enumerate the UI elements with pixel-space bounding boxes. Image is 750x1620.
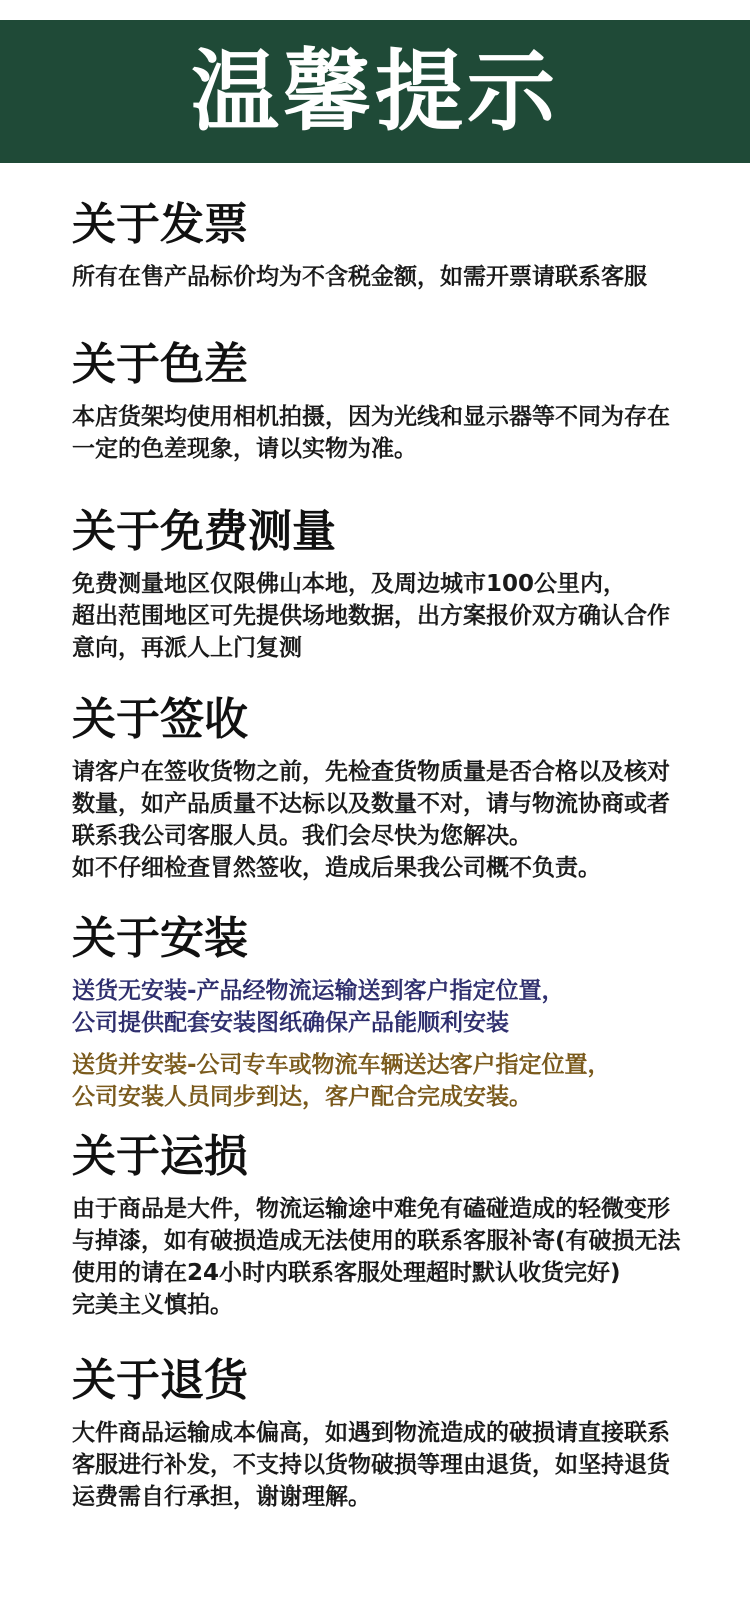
with-install-line: 送货并安装-公司专车或物流车辆送达客户指定位置， <box>72 1051 611 1078</box>
body-line: 数量，如产品质量不达标以及数量不对，请与物流协商或者 <box>72 790 670 817</box>
section-color-difference <box>72 340 728 465</box>
body-line: 如不仔细检查冒然签收，造成后果我公司概不负责。 <box>72 854 601 881</box>
no-install-line: 送货无安装-产品经物流运输送到客户指定位置， <box>72 977 565 1004</box>
section-installation <box>72 914 728 1113</box>
section-body <box>72 1417 728 1513</box>
body-line: 超出范围地区可先提供场地数据，出方案报价双方确认合作 <box>72 602 670 629</box>
section-title: 关于安装 <box>72 913 248 964</box>
body-line: 客服进行补发，不支持以货物破损等理由退货，如坚持退货 <box>72 1451 670 1478</box>
section-title: 关于退货 <box>72 1355 248 1406</box>
section-sign-for <box>72 695 728 884</box>
section-body <box>72 261 728 293</box>
body-line: 完美主义慎拍。 <box>72 1291 233 1318</box>
top-margin <box>0 0 750 20</box>
section-returns <box>72 1356 728 1513</box>
section-title: 关于签收 <box>72 694 248 745</box>
page-title: 温馨提示 <box>190 39 559 143</box>
body-line: 由于商品是大件，物流运输途中难免有磕碰造成的轻微变形 <box>72 1195 670 1222</box>
no-install-line: 公司提供配套安装图纸确保产品能顺利安装 <box>72 1009 509 1036</box>
body-line: 与掉漆，如有破损造成无法使用的联系客服补寄(有破损无法 <box>72 1227 681 1254</box>
section-title: 关于免费测量 <box>72 506 336 557</box>
body-line: 所有在售产品标价均为不含税金额，如需开票请联系客服 <box>72 263 647 290</box>
body-line: 一定的色差现象，请以实物为准。 <box>72 435 417 462</box>
section-transport-damage <box>72 1132 728 1321</box>
section-body <box>72 975 728 1113</box>
body-line: 运费需自行承担，谢谢理解。 <box>72 1483 371 1510</box>
section-body <box>72 401 728 465</box>
section-title: 关于色差 <box>72 339 248 390</box>
body-line: 免费测量地区仅限佛山本地，及周边城市100公里内， <box>72 570 627 597</box>
section-body <box>72 756 728 884</box>
body-line: 大件商品运输成本偏高，如遇到物流造成的破损请直接联系 <box>72 1419 670 1446</box>
section-invoice <box>72 200 728 293</box>
body-line: 本店货架均使用相机拍摄，因为光线和显示器等不同为存在 <box>72 403 670 430</box>
section-title: 关于发票 <box>72 199 248 250</box>
body-line: 意向，再派人上门复测 <box>72 634 302 661</box>
body-line: 联系我公司客服人员。我们会尽快为您解决。 <box>72 822 532 849</box>
with-install-line: 公司安装人员同步到达，客户配合完成安装。 <box>72 1083 532 1110</box>
section-body <box>72 1193 728 1321</box>
section-title: 关于运损 <box>72 1131 248 1182</box>
header-banner <box>0 20 750 163</box>
section-free-measurement <box>72 507 728 664</box>
body-line: 请客户在签收货物之前，先检查货物质量是否合格以及核对 <box>72 758 670 785</box>
section-body <box>72 568 728 664</box>
body-line: 使用的请在24小时内联系客服处理超时默认收货完好) <box>72 1259 621 1286</box>
